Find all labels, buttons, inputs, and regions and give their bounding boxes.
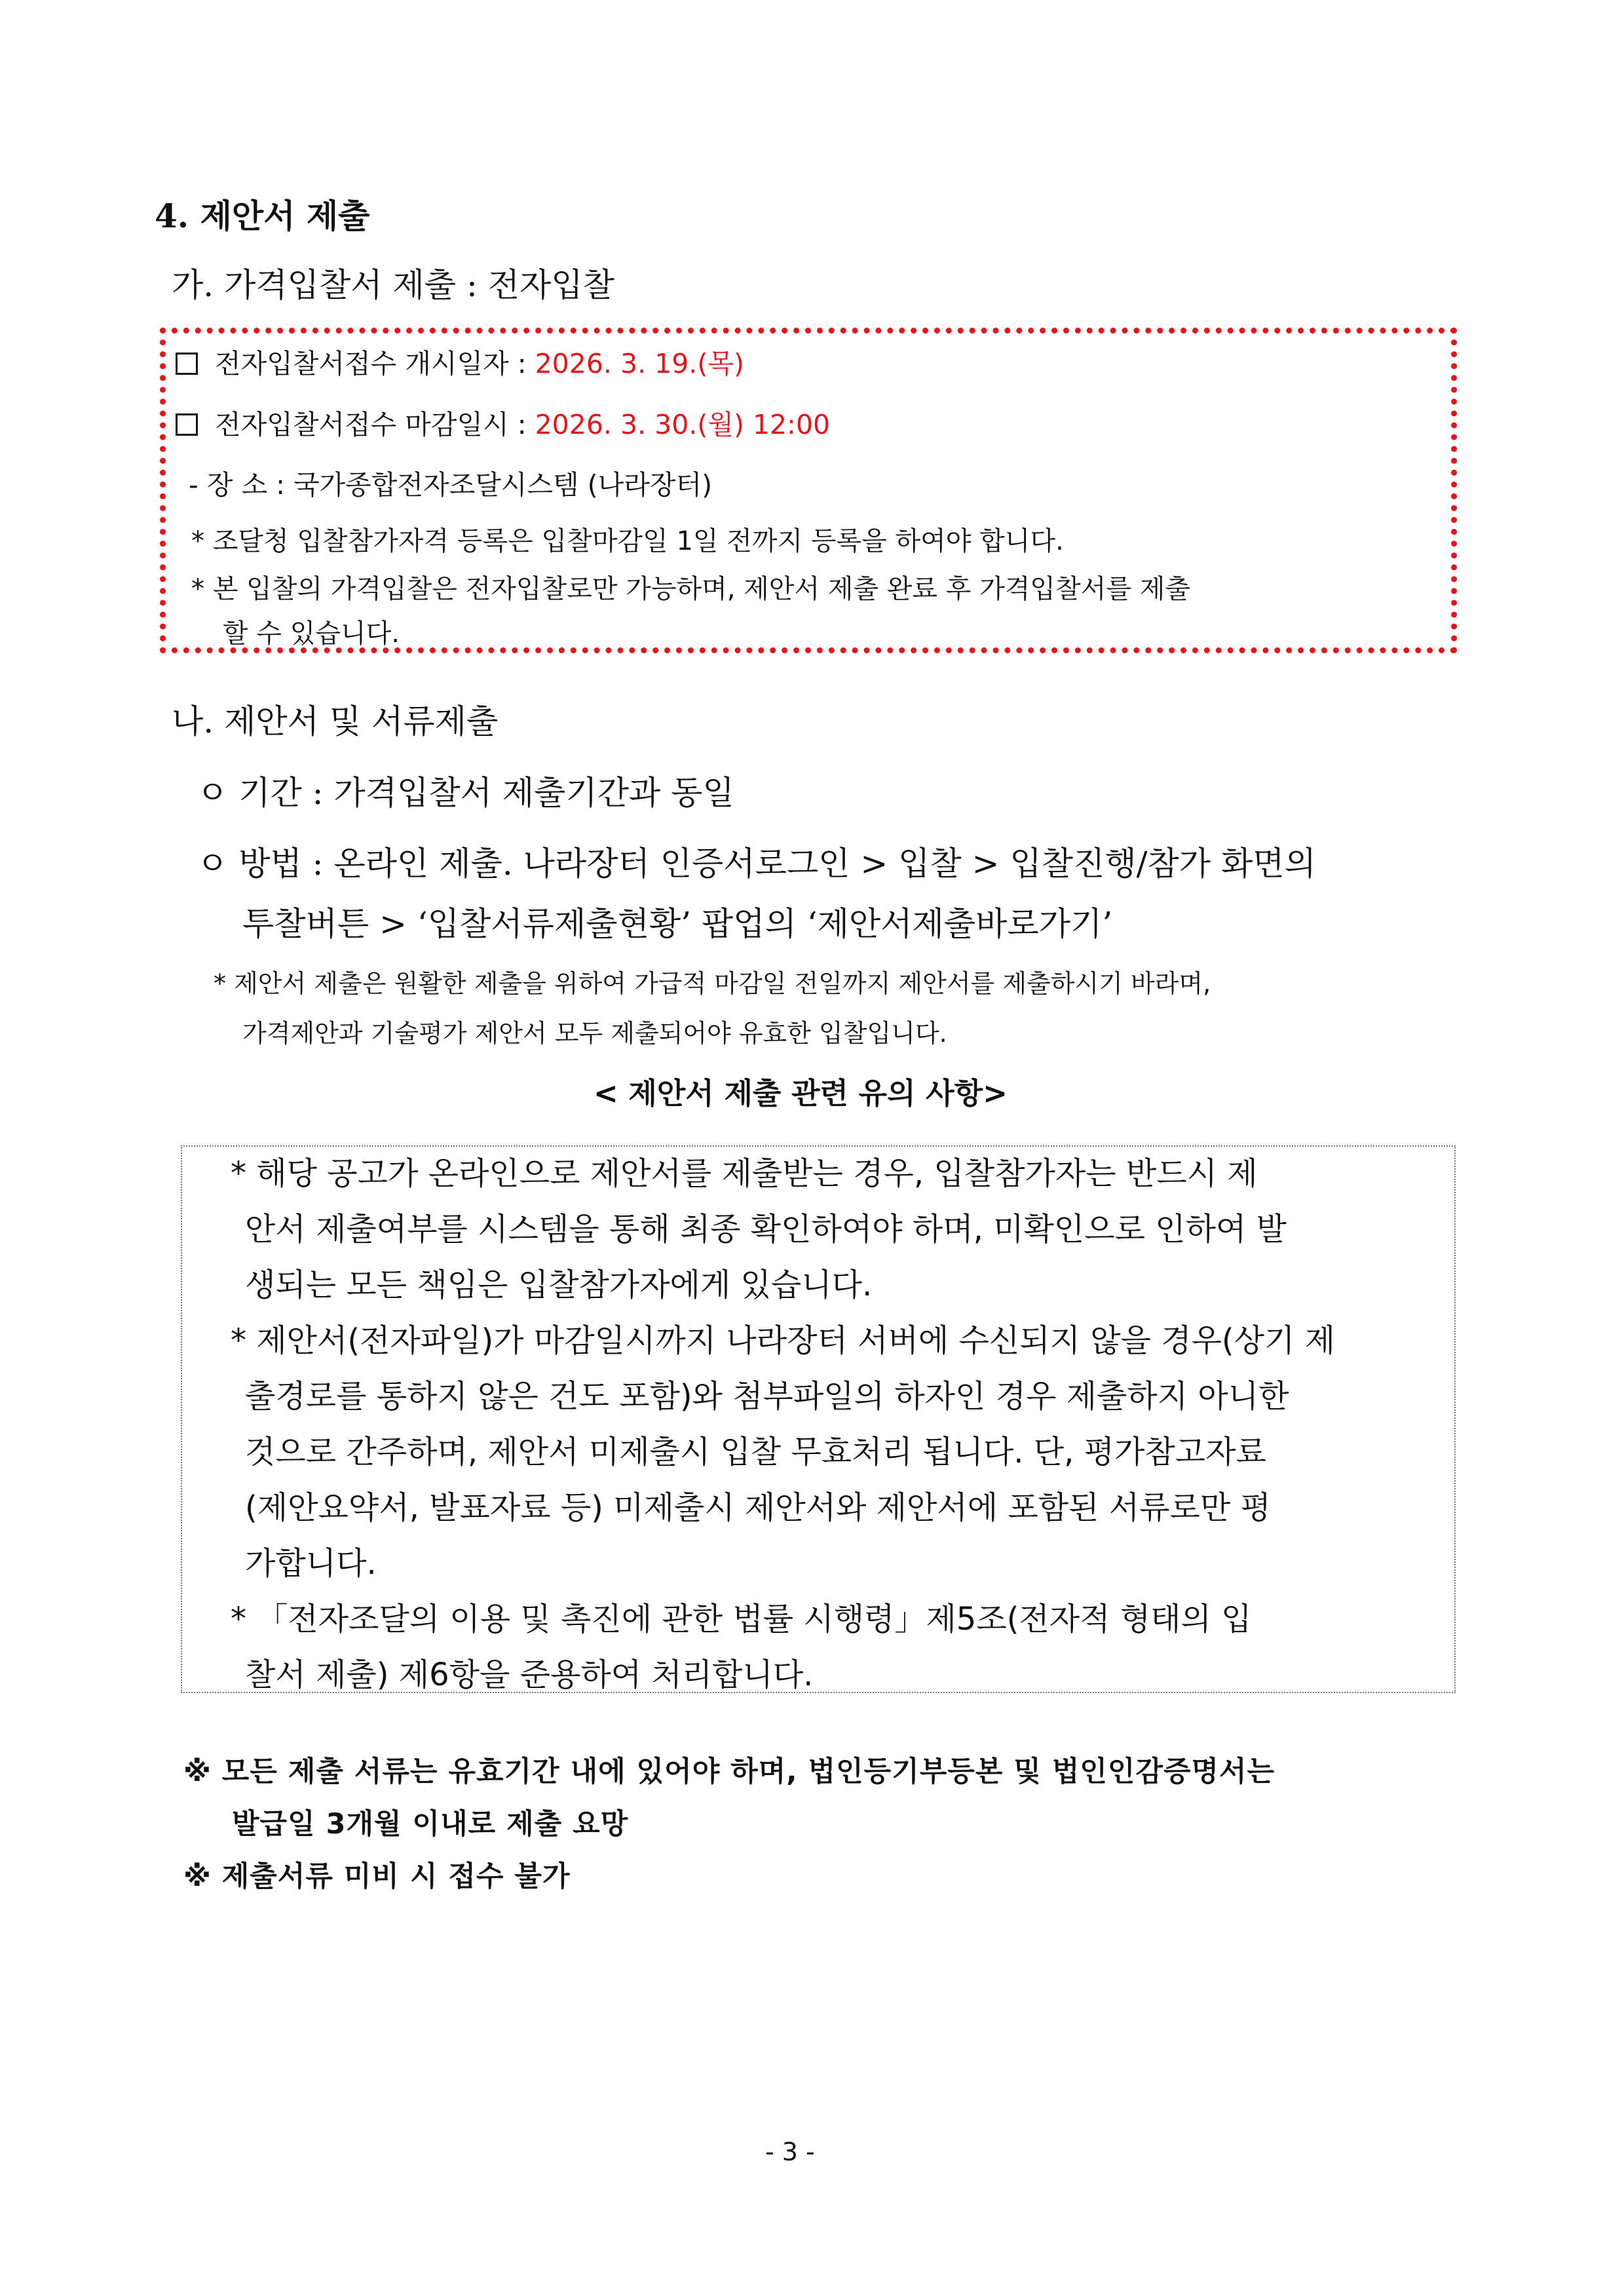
cautions-title: < 제안서 제출 관련 유의 사항>	[594, 1076, 1008, 1111]
schedule-open-value: 2026. 3. 19.(목)	[535, 348, 744, 379]
checkbox-square-icon	[176, 413, 198, 436]
caution-2-line-4: (제안요약서, 발표자료 등) 미제출시 제안서와 제안서에 포함된 서류로만 평	[245, 1489, 1271, 1526]
section-heading: 4. 제안서 제출	[155, 197, 370, 235]
schedule-note-2-line-2: 할 수 있습니다.	[223, 619, 400, 649]
schedule-close-row	[176, 403, 830, 442]
caution-1-line-1: * 해당 공고가 온라인으로 제안서를 제출받는 경우, 입찰참가자는 반드시 제	[231, 1155, 1258, 1192]
proposal-period: ㅇ 기간 : 가격입찰서 제출기간과 동일	[197, 774, 734, 812]
schedule-open-label: 전자입찰서접수 개시일자 :	[215, 348, 535, 379]
footnote-2: ※ 제출서류 미비 시 접수 불가	[183, 1860, 571, 1893]
schedule-open-row	[176, 342, 744, 381]
caution-1-line-2: 안서 제출여부를 시스템을 통해 최종 확인하여야 하며, 미확인으로 인하여 발	[245, 1211, 1287, 1248]
schedule-close-label: 전자입찰서접수 마감일시 :	[215, 409, 535, 440]
checkbox-square-icon	[176, 353, 198, 375]
schedule-note-1: * 조달청 입찰참가자격 등록은 입찰마감일 1일 전까지 등록을 하여야 합니다.	[191, 526, 1064, 556]
schedule-close-value: 2026. 3. 30.(월) 12:00	[535, 409, 831, 440]
footnote-1-line-1: ※ 모든 제출 서류는 유효기간 내에 있어야 하며, 법인등기부등본 및 법인인감증명서는	[183, 1755, 1275, 1788]
proposal-method-line-2: 투찰버튼 > ‘입찰서류제출현황’ 팝업의 ‘제안서제출바로가기’	[242, 905, 1113, 943]
caution-2-line-2: 출경로를 통하지 않은 건도 포함)와 첨부파일의 하자인 경우 제출하지 아니한	[245, 1378, 1289, 1415]
proposal-note-line-2: 가격제안과 기술평가 제안서 모두 제출되어야 유효한 입찰입니다.	[242, 1019, 947, 1048]
schedule-place: - 장 소 : 국가종합전자조달시스템 (나라장터)	[189, 469, 713, 501]
footnote-1-line-2: 발급일 3개월 이내로 제출 요망	[232, 1808, 629, 1841]
page-number: - 3 -	[765, 2137, 815, 2166]
caution-2-line-5: 가합니다.	[245, 1545, 377, 1582]
subsection-b-title: 나. 제안서 및 서류제출	[172, 702, 499, 740]
subsection-a-title: 가. 가격입찰서 제출 : 전자입찰	[172, 266, 614, 304]
caution-1-line-3: 생되는 모든 책임은 입찰참가자에게 있습니다.	[245, 1267, 873, 1303]
caution-3-line-2: 찰서 제출) 제6항을 준용하여 처리합니다.	[245, 1656, 814, 1693]
schedule-note-2-line-1: * 본 입찰의 가격입찰은 전자입찰로만 가능하며, 제안서 제출 완료 후 가격입찰서를 제출	[191, 574, 1190, 604]
proposal-note-line-1: * 제안서 제출은 원활한 제출을 위하여 가급적 마감일 전일까지 제안서를 제출하시기 바라며,	[214, 969, 1211, 998]
caution-2-line-1: * 제안서(전자파일)가 마감일시까지 나라장터 서버에 수신되지 않을 경우(상기 제	[231, 1322, 1336, 1359]
caution-3-line-1: * 「전자조달의 이용 및 촉진에 관한 법률 시행령」제5조(전자적 형태의 입	[231, 1601, 1252, 1637]
proposal-method-line-1: ㅇ 방법 : 온라인 제출. 나라장터 인증서로그인 > 입찰 > 입찰진행/참가 화면의	[197, 845, 1316, 883]
caution-2-line-3: 것으로 간주하며, 제안서 미제출시 입찰 무효처리 됩니다. 단, 평가참고자료	[245, 1434, 1266, 1470]
